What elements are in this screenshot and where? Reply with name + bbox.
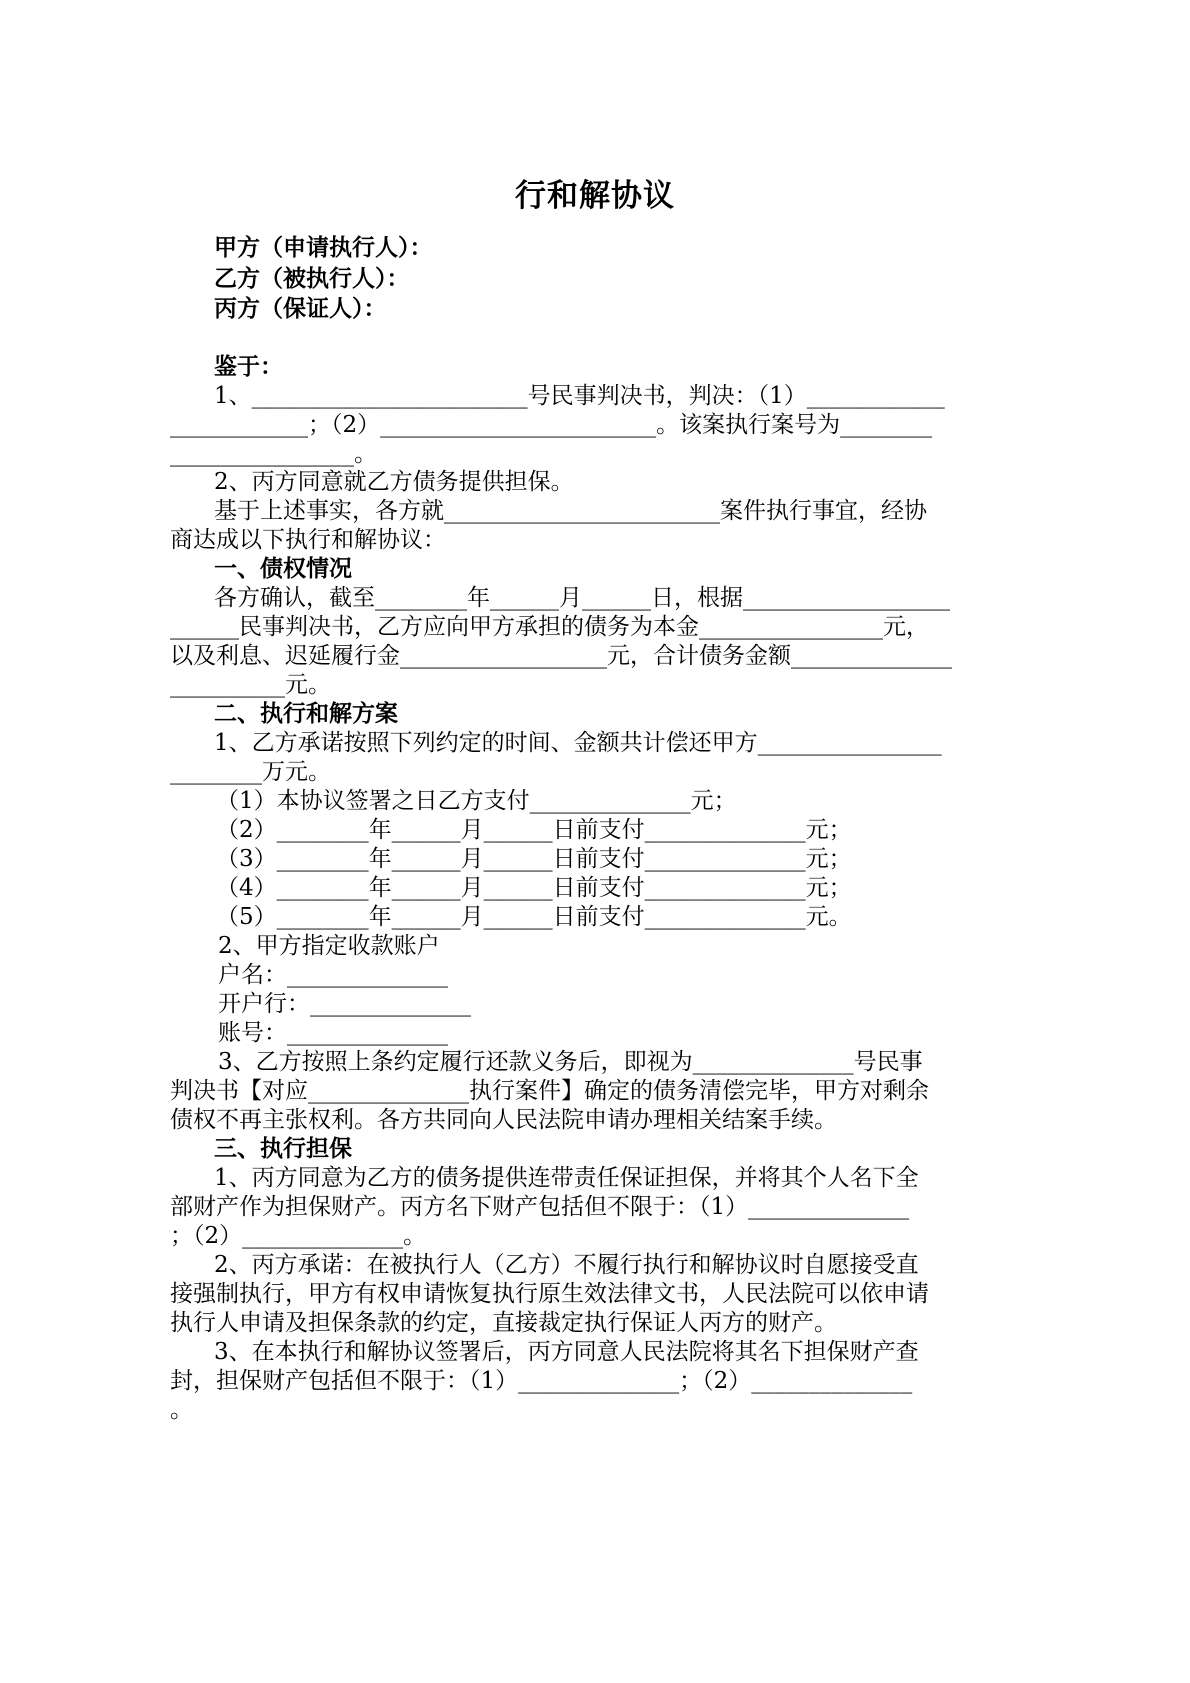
paragraph-line: （5）________年______月______日前支付______________元。 <box>216 904 852 930</box>
paragraph-line: 2、甲方指定收款账户 <box>218 933 440 959</box>
paragraph-line: （4）________年______月______日前支付______________元； <box>216 875 852 901</box>
paragraph-line: 接强制执行，甲方有权申请恢复执行原生效法律文书，人民法院可以依申请 <box>170 1281 929 1307</box>
section-heading: 一、债权情况 <box>214 556 352 582</box>
section-heading: 三、执行担保 <box>214 1136 352 1162</box>
party-b: 乙方（被执行人）： <box>214 266 410 292</box>
paragraph-line: 封，担保财产包括但不限于：（1）______________；（2）______________ <box>170 1368 913 1394</box>
paragraph-line: 2、丙方承诺：在被执行人（乙方）不履行执行和解协议时自愿接受直 <box>214 1252 919 1278</box>
paragraph-line: __________元。 <box>170 672 331 698</box>
paragraph-line: 部财产作为担保财产。丙方名下财产包括但不限于：（1）______________ <box>170 1194 910 1220</box>
paragraph-line: ________万元。 <box>170 759 331 785</box>
paragraph-line: ____________；（2）________________________。该案执行案号为________ <box>170 412 933 438</box>
paragraph-line: 1、丙方同意为乙方的债务提供连带责任保证担保，并将其个人名下全 <box>214 1165 919 1191</box>
paragraph-line: ________________。 <box>170 441 377 467</box>
paragraph-line: 债权不再主张权利。各方共同向人民法院申请办理相关结案手续。 <box>170 1107 837 1133</box>
party-c: 丙方（保证人）： <box>214 296 387 322</box>
paragraph-line: 执行人申请及担保条款的约定，直接裁定执行保证人丙方的财产。 <box>170 1310 837 1336</box>
paragraph-line: 3、在本执行和解协议签署后，丙方同意人民法院将其名下担保财产查 <box>214 1339 919 1365</box>
paragraph-line: 基于上述事实，各方就________________________案件执行事宜，经协 <box>214 498 927 524</box>
paragraph-line: 1、________________________号民事判决书，判决：（1）____________ <box>214 383 945 409</box>
paragraph-line: ；（2）______________。 <box>170 1223 427 1249</box>
paragraph-line: 判决书【对应______________执行案件】确定的债务清偿完毕，甲方对剩余 <box>170 1078 929 1104</box>
paragraph-line: 。 <box>170 1397 193 1423</box>
paragraph-line: 2、丙方同意就乙方债务提供担保。 <box>214 469 574 495</box>
paragraph-line: 开户行：______________ <box>218 991 471 1017</box>
paragraph-line: 商达成以下执行和解协议： <box>170 527 446 553</box>
document-title: 行和解协议 <box>515 178 675 214</box>
section-heading: 二、执行和解方案 <box>214 701 398 727</box>
paragraph-line: ______民事判决书，乙方应向甲方承担的债务为本金________________元， <box>170 614 929 640</box>
party-a: 甲方（申请执行人）： <box>214 235 433 261</box>
paragraph-line: 3、乙方按照上条约定履行还款义务后，即视为______________号民事 <box>218 1049 923 1075</box>
paragraph-line: （2）________年______月______日前支付______________元； <box>216 817 852 843</box>
paragraph-line: 以及利息、迟延履行金__________________元，合计债务金额______________ <box>170 643 952 669</box>
paragraph-line: 各方确认，截至________年______月______日，根据__________________ <box>214 585 950 611</box>
paragraph-line: 户名：______________ <box>218 962 448 988</box>
paragraph-line: 账号：______________ <box>218 1020 448 1046</box>
paragraph-line: （3）________年______月______日前支付______________元； <box>216 846 852 872</box>
paragraph-line: （1）本协议签署之日乙方支付______________元； <box>216 788 737 814</box>
paragraph-line: 1、乙方承诺按照下列约定的时间、金额共计偿还甲方________________ <box>214 730 942 756</box>
whereas-heading: 鉴于： <box>214 354 283 380</box>
